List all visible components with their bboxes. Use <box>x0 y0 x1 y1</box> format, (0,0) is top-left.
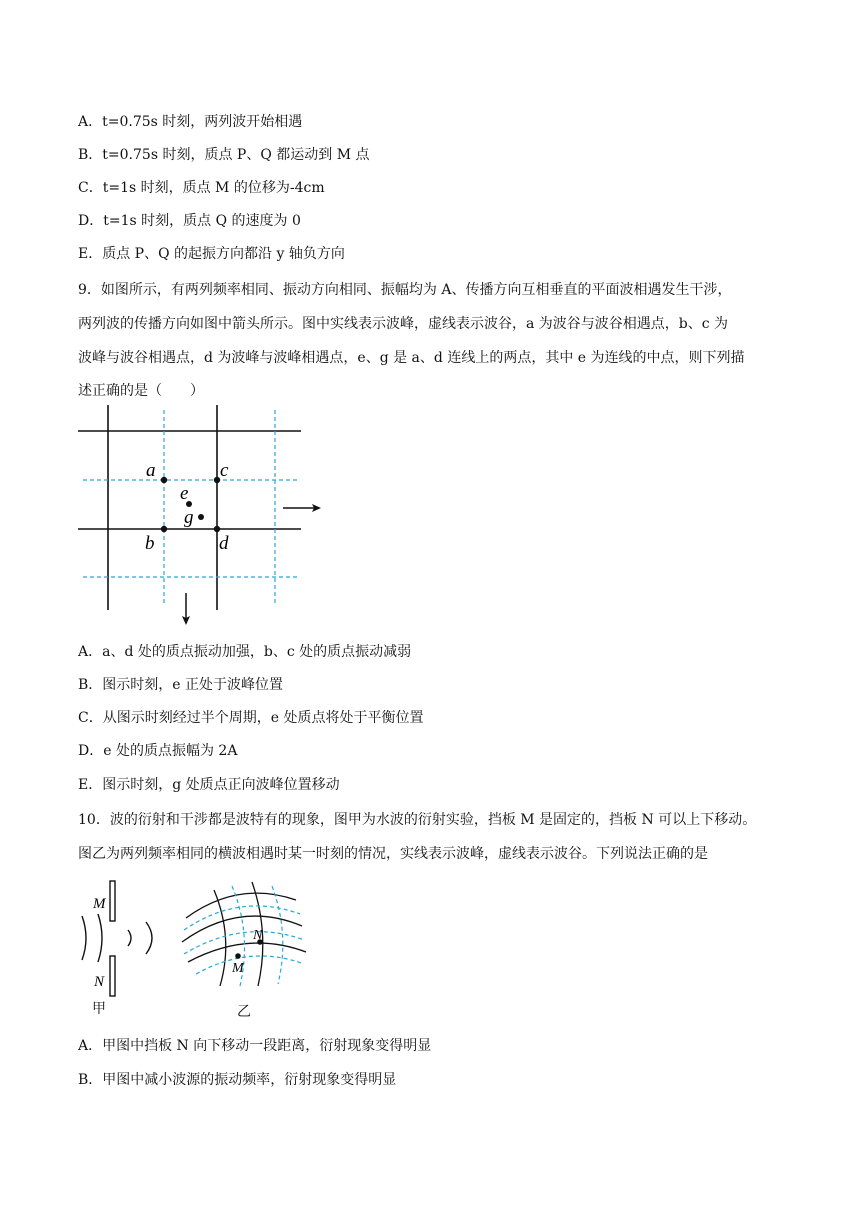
q9-option-d: D．e 处的质点振幅为 2A <box>78 743 238 759</box>
interference-arcs-figure <box>178 878 310 990</box>
trough-arc <box>184 906 300 930</box>
barrier-n <box>110 956 115 996</box>
caption-yi: 乙 <box>237 1004 251 1020</box>
label-e: e <box>180 483 189 504</box>
interference-grid-figure <box>78 405 330 635</box>
label-barrier-m: M <box>93 896 106 912</box>
label-d: d <box>219 533 229 554</box>
trough-arc <box>196 956 304 974</box>
point-a <box>161 477 167 483</box>
trough-arc <box>272 886 283 984</box>
q9-stem-line: 波峰与波谷相遇点，d 为波峰与波峰相遇点，e、g 是 a、d 连线上的两点，其中 e 为连线的中点，则下列描 <box>78 350 745 366</box>
point-m <box>235 953 241 959</box>
diffraction-figure <box>78 878 178 998</box>
crest-arc <box>214 890 226 986</box>
q8-option-b: B．t=0.75s 时刻，质点 P、Q 都运动到 M 点 <box>78 147 370 163</box>
point-g <box>198 514 204 520</box>
crest-arc <box>188 943 306 962</box>
label-point-m: M <box>232 961 244 976</box>
wavefront <box>98 914 102 962</box>
q9-stem-line: 两列波的传播方向如图中箭头所示。图中实线表示波峰，虚线表示波谷，a 为波谷与波谷相遇点，b、c 为 <box>78 316 729 332</box>
q9-option-a: A．a、d 处的质点振动加强，b、c 处的质点振动减弱 <box>78 644 412 660</box>
label-b: b <box>145 533 155 554</box>
q9-option-e: E．图示时刻，g 处质点正向波峰位置移动 <box>78 777 340 793</box>
q10-option-a: A．甲图中挡板 N 向下移动一段距离，衍射现象变得明显 <box>78 1038 432 1054</box>
q10-stem-line: 10．波的衍射和干涉都是波特有的现象，图甲为水波的衍射实验，挡板 M 是固定的，挡板 N 可以上下移动。 <box>78 812 757 828</box>
q9-option-b: B．图示时刻，e 正处于波峰位置 <box>78 677 284 693</box>
caption-jia: 甲 <box>92 1001 106 1017</box>
point-d <box>214 526 220 532</box>
q10-option-b: B．甲图中减小波源的振动频率，衍射现象变得明显 <box>78 1072 397 1088</box>
label-g: g <box>184 507 194 528</box>
q8-option-e: E．质点 P、Q 的起振方向都沿 y 轴负方向 <box>78 246 345 262</box>
wavefront <box>128 930 131 946</box>
label-point-n: N <box>253 928 263 943</box>
barrier-m <box>110 881 115 921</box>
q10-stem-line: 图乙为两列频率相同的横波相遇时某一时刻的情况，实线表示波峰，虚线表示波谷。下列说法正确的是 <box>78 846 708 862</box>
point-b <box>161 526 167 532</box>
q8-option-d: D．t=1s 时刻，质点 Q 的速度为 0 <box>78 213 301 229</box>
wavefront <box>146 922 152 954</box>
label-barrier-n: N <box>94 974 105 990</box>
q9-option-c: C．从图示时刻经过半个周期，e 处质点将处于平衡位置 <box>78 710 424 726</box>
label-c: c <box>220 460 229 481</box>
label-a: a <box>146 460 156 481</box>
wavefront <box>82 916 86 960</box>
q8-option-c: C．t=1s 时刻，质点 M 的位移为-4cm <box>78 180 325 196</box>
q9-stem-line: 9．如图所示，有两列频率相同、振动方向相同、振幅均为 A、传播方向互相垂直的平面波相遇发生干涉， <box>78 282 732 298</box>
q8-option-a: A．t=0.75s 时刻，两列波开始相遇 <box>78 114 303 130</box>
q9-stem-line: 述正确的是（ ） <box>78 383 204 399</box>
